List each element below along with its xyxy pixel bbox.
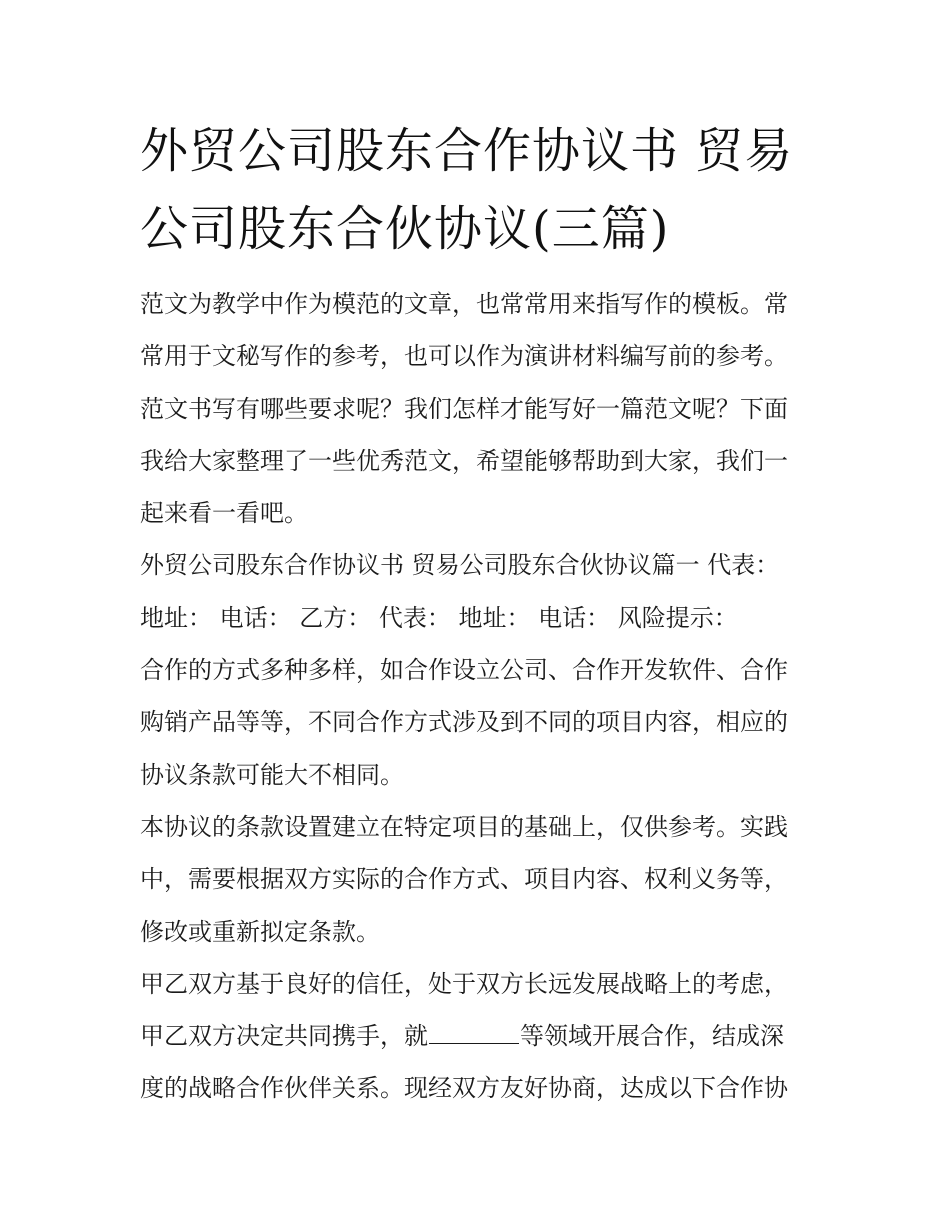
fill-in-blank (429, 1017, 519, 1044)
body-line: 本协议的条款设置建立在特定项目的基础上，仅供参考。实践 (140, 812, 788, 841)
title-line-2: 公司股东合伙协议(三篇) (140, 201, 670, 257)
body-line: 常用于文秘写作的参考，也可以作为演讲材料编写前的参考。 (140, 342, 788, 371)
blank-fill-line (140, 1010, 820, 1062)
body-line: 协议条款可能大不相同。 (140, 760, 404, 789)
document-title (140, 112, 820, 268)
blank-line-before: 甲乙双方决定共同携手，就 (140, 1022, 428, 1051)
body-line: 度的战略合作伙伴关系。现经双方友好协商，达成以下合作协 (140, 1074, 788, 1103)
body-line: 甲乙双方基于良好的信任，处于双方长远发展战略上的考虑， (140, 969, 788, 998)
body-line: 范文为教学中作为模范的文章，也常常用来指写作的模板。常 (140, 290, 788, 318)
body-line: 中，需要根据双方实际的合作方式、项目内容、权利义务等， (140, 865, 788, 894)
blank-line-after: 等领域开展合作，结成深 (520, 1022, 784, 1051)
title-line-1: 外贸公司股东合作协议书 贸易 (140, 123, 794, 179)
body-line: 范文书写有哪些要求呢？我们怎样才能写好一篇范文呢？下面 (140, 394, 788, 423)
body-line: 修改或重新拟定条款。 (140, 917, 380, 946)
body-line: 我给大家整理了一些优秀范文，希望能够帮助到大家，我们一 (140, 446, 788, 475)
body-line: 购销产品等等，不同合作方式涉及到不同的项目内容，相应的 (140, 708, 788, 737)
document-body (140, 278, 820, 1115)
body-line: 起来看一看吧。 (140, 499, 308, 528)
body-line: 外贸公司股东合作协议书 贸易公司股东合伙协议篇一 代表： (140, 551, 780, 580)
body-line: 地址： 电话： 乙方： 代表： 地址： 电话： 风险提示： (140, 603, 738, 632)
body-line: 合作的方式多种多样，如合作设立公司、合作开发软件、合作 (140, 656, 788, 685)
